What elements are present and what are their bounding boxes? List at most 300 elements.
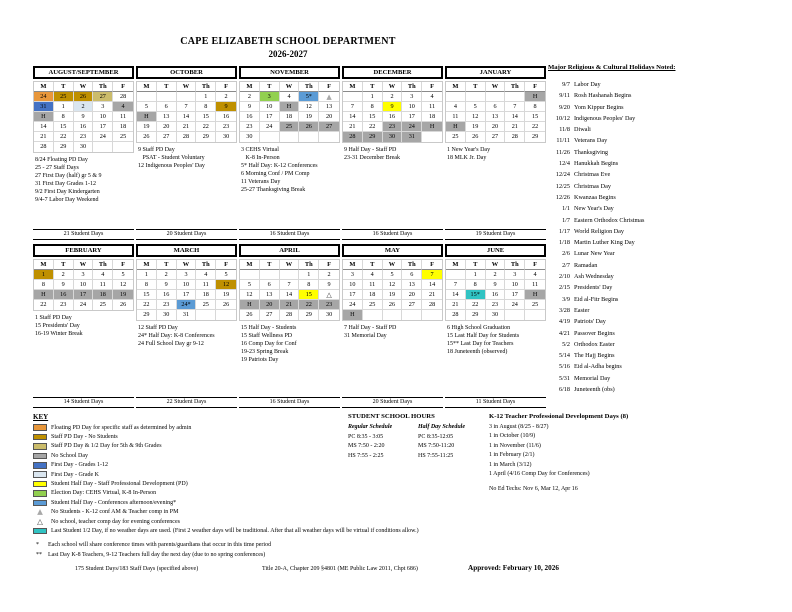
date-cell: 9 [240, 102, 260, 112]
hours-column [418, 423, 488, 461]
week-row [343, 300, 442, 310]
weekday-header: M [446, 260, 466, 270]
date-cell: H [422, 122, 442, 132]
month-december [342, 66, 443, 240]
calendar-row-top [33, 66, 546, 240]
date-cell: H [525, 92, 545, 102]
student-days-count: 16 Student Days [239, 229, 340, 240]
holiday-item [548, 237, 786, 248]
comp-day-triangle-icon: △ [37, 516, 43, 526]
weekday-header: F [422, 82, 442, 92]
month-grid [136, 81, 237, 143]
month-august-september [33, 66, 134, 240]
key-color-swatch [33, 528, 47, 535]
holiday-name: World Religion Day [574, 227, 625, 235]
date-cell [157, 92, 177, 102]
holiday-date: 1/7 [562, 216, 570, 224]
week-row [446, 270, 545, 280]
date-cell: 12 [240, 290, 260, 300]
holiday-date: 4/19 [558, 318, 570, 326]
date-cell: 8 [363, 102, 383, 112]
student-days-count: 19 Student Days [445, 229, 546, 240]
week-row [240, 122, 339, 132]
date-cell: 14 [343, 112, 363, 122]
weekday-header: M [34, 260, 54, 270]
month-notes [445, 321, 546, 397]
student-days-count: 22 Student Days [136, 397, 237, 408]
student-days-count: 16 Student Days [239, 397, 340, 408]
date-cell: 28 [34, 142, 54, 152]
date-cell [280, 132, 300, 142]
month-note: 24 Full School Day gr 9-12 [138, 341, 204, 347]
date-cell: 20 [486, 122, 506, 132]
no-ed-techs-note: No Ed Techs: Nov 6, Mar 12, Apr 16 [489, 486, 578, 493]
hours-row: HS 7:55 - 2:25 [348, 452, 384, 459]
week-row [240, 112, 339, 122]
date-cell: 2 [319, 270, 339, 280]
date-cell: 20 [402, 290, 422, 300]
holiday-date: 1/1 [562, 205, 570, 213]
weekday-header: Th [402, 82, 422, 92]
weekday-header: Th [402, 260, 422, 270]
key-color-swatch [33, 462, 47, 469]
month-header: OCTOBER [136, 66, 237, 79]
month-grid [136, 259, 237, 321]
weekday-header: T [363, 82, 383, 92]
date-cell: 7 [505, 102, 525, 112]
holiday-item [548, 90, 786, 101]
week-row [446, 290, 545, 300]
date-cell: 19 [383, 290, 403, 300]
holiday-date: 9/7 [562, 81, 570, 88]
holiday-name: Eid al-Fitr Begins [574, 295, 619, 303]
date-cell: 15 [363, 112, 383, 122]
weekday-header: F [525, 260, 545, 270]
week-row [137, 132, 236, 142]
holiday-item [548, 373, 786, 384]
holiday-name: Juneteenth (obs) [574, 386, 615, 394]
date-cell: 27 [486, 132, 506, 142]
month-may [342, 244, 443, 408]
date-cell: 19 [299, 112, 319, 122]
holiday-item [548, 113, 786, 124]
date-cell [422, 132, 442, 142]
month-grid [445, 81, 546, 143]
date-cell: 26 [466, 132, 486, 142]
date-cell: 8 [299, 280, 319, 290]
month-note: 11 Veterans Day [241, 179, 281, 185]
holiday-name: Kwanzaa Begins [574, 193, 616, 201]
holiday-name: Hanukkah Begins [574, 160, 619, 168]
pd-day-line: 1 in November (11/6) [489, 442, 541, 449]
date-cell: 1 [466, 270, 486, 280]
holiday-date: 5/31 [558, 374, 570, 382]
holiday-item [548, 102, 786, 113]
date-cell: 22 [196, 122, 216, 132]
pd-day-line: 1 in March (3/12) [489, 461, 532, 468]
holiday-date: 6/18 [558, 386, 570, 394]
date-cell: 6 [157, 102, 177, 112]
month-note: 18 Juneteenth (observed) [447, 349, 508, 355]
weekday-header: F [113, 82, 133, 92]
date-cell: 5 [240, 280, 260, 290]
date-cell: 29 [363, 132, 383, 142]
weekday-header: M [137, 260, 157, 270]
key-item [33, 479, 533, 488]
date-cell: H [525, 290, 545, 300]
date-cell: 24 [343, 300, 363, 310]
date-cell [260, 270, 280, 280]
hours-row: MS 7:50 - 2:20 [348, 443, 385, 449]
month-note: 25-27 Thanksgiving Break [241, 187, 306, 193]
date-cell: 2 [486, 270, 506, 280]
date-cell: 28 [177, 132, 197, 142]
date-cell: 30 [486, 310, 506, 320]
date-cell: 11 [113, 112, 133, 122]
weekday-header: W [74, 82, 94, 92]
date-cell: 18 [196, 290, 216, 300]
holiday-item [548, 282, 786, 293]
weekday-header: W [74, 260, 94, 270]
date-cell [466, 92, 486, 102]
date-cell: 9 [74, 112, 94, 122]
date-cell: 27 [93, 92, 113, 102]
conference-am-comp-triangle-icon: ▲ [37, 507, 43, 517]
week-row [446, 122, 545, 132]
holiday-name: Martin Luther King Day [574, 239, 635, 247]
key-label: Student Half Day - Staff Professional Development (PD) [51, 481, 188, 488]
holiday-name: The Hajj Begins [574, 352, 615, 360]
key-item [33, 517, 533, 526]
date-cell: 6 [260, 280, 280, 290]
weekday-header: Th [299, 260, 319, 270]
date-cell: 3 [260, 92, 280, 102]
key-item [33, 461, 533, 470]
date-cell: 24* [177, 300, 197, 310]
key-title: KEY [33, 413, 49, 421]
date-cell: 7 [177, 102, 197, 112]
holiday-date: 10/12 [555, 114, 570, 122]
month-note: 6 Morning Conf / PM Comp [241, 171, 310, 177]
date-cell [240, 270, 260, 280]
date-cell: 10 [260, 102, 280, 112]
date-cell: 14 [422, 280, 442, 290]
holiday-item [548, 135, 786, 146]
date-cell [319, 290, 339, 300]
holiday-name: Veterans Day [574, 137, 608, 145]
date-cell: 4 [113, 102, 133, 112]
week-row [34, 290, 133, 300]
weekday-header: W [280, 82, 300, 92]
month-note: 19-23 Spring Break [241, 349, 289, 355]
date-cell: 28 [422, 300, 442, 310]
date-cell: 10 [505, 280, 525, 290]
month-notes [33, 153, 134, 229]
holiday-date: 4/21 [558, 329, 570, 337]
holiday-date: 5/14 [558, 352, 570, 360]
date-cell: 25 [54, 92, 74, 102]
holiday-item [548, 294, 786, 305]
holiday-name: Labor Day [574, 81, 601, 88]
weekday-header: W [177, 260, 197, 270]
date-cell: 25 [525, 300, 545, 310]
key-label: Election Day: CEHS Virtual, K-8 In-Person [51, 490, 157, 497]
date-cell: 20 [319, 112, 339, 122]
date-cell: 23 [486, 300, 506, 310]
date-cell: 10 [343, 280, 363, 290]
week-row [240, 300, 339, 310]
date-cell: H [34, 112, 54, 122]
date-cell: 19 [113, 290, 133, 300]
date-cell [137, 92, 157, 102]
date-cell: 7 [343, 102, 363, 112]
month-notes [136, 321, 237, 397]
date-cell: 29 [466, 310, 486, 320]
date-cell: 23 [383, 122, 403, 132]
month-grid [342, 81, 443, 143]
date-cell: 29 [54, 142, 74, 152]
date-cell: 27 [157, 132, 177, 142]
date-cell: 24 [505, 300, 525, 310]
weekday-header: T [363, 260, 383, 270]
hours-row: HS 7:55-11:25 [418, 452, 454, 459]
date-cell: 28 [505, 132, 525, 142]
key-color-swatch [33, 490, 47, 497]
date-cell: 17 [177, 290, 197, 300]
month-note: 9 Staff PD Day [138, 147, 175, 153]
date-cell: 13 [157, 112, 177, 122]
month-january [445, 66, 546, 240]
date-cell [280, 270, 300, 280]
holiday-name: Indigenous Peoples' Day [574, 114, 636, 122]
date-cell: 21 [446, 300, 466, 310]
date-cell: 21 [177, 122, 197, 132]
holiday-item [548, 305, 786, 316]
date-cell: 5 [137, 102, 157, 112]
date-cell: 15 [196, 112, 216, 122]
date-cell: 30 [74, 142, 94, 152]
date-cell: 22 [525, 122, 545, 132]
weekday-header: M [240, 82, 260, 92]
holiday-date: 12/4 [558, 160, 570, 168]
week-row [446, 280, 545, 290]
date-cell: 11 [363, 280, 383, 290]
holiday-date: 2/10 [558, 273, 570, 281]
date-cell: 25 [446, 132, 466, 142]
date-cell: 7 [422, 270, 442, 280]
month-note: 18 MLK Jr. Day [447, 155, 487, 161]
date-cell: 21 [422, 290, 442, 300]
month-header: JANUARY [445, 66, 546, 79]
date-cell: 8 [137, 280, 157, 290]
date-cell: 4 [363, 270, 383, 280]
month-note: PSAT - Student Voluntary [138, 155, 205, 161]
month-note: 15 Half Day - Students [241, 325, 297, 331]
date-cell: 7 [280, 280, 300, 290]
week-row [34, 280, 133, 290]
date-cell: 8 [466, 280, 486, 290]
date-cell: 11 [446, 112, 466, 122]
date-cell [343, 92, 363, 102]
weekday-header: W [280, 260, 300, 270]
holiday-name: Memorial Day [574, 374, 611, 382]
date-cell: 11 [422, 102, 442, 112]
date-cell: 12 [466, 112, 486, 122]
holiday-date: 1/17 [558, 227, 570, 235]
week-row [137, 102, 236, 112]
date-cell: 28 [280, 310, 300, 320]
date-cell: 22 [466, 300, 486, 310]
weekday-header-row [137, 260, 236, 270]
weekday-header: F [319, 82, 339, 92]
date-cell: 30 [240, 132, 260, 142]
hours-row: MS 7:50-11:20 [418, 443, 455, 449]
week-row [343, 122, 442, 132]
month-note: 31 Memorial Day [344, 333, 387, 339]
key-label: Last Student 1/2 Day, if no weather days are used. (First 2 weather days will be traditional. After that all weather days will be virtual if conditions allow.) [51, 527, 419, 534]
date-cell: 2 [54, 270, 74, 280]
month-note: K-8 In-Person [241, 155, 280, 161]
date-cell: 26 [216, 300, 236, 310]
date-cell: H [34, 290, 54, 300]
student-days-count: 20 Student Days [136, 229, 237, 240]
hours-column-header: Half Day Schedule [418, 424, 465, 430]
week-row [446, 92, 545, 102]
holiday-date: 9/20 [558, 103, 570, 111]
key-label: Student Half Day - Conferences afternoon/evening* [51, 499, 177, 506]
holidays-list [548, 79, 786, 395]
date-cell: 19 [137, 122, 157, 132]
weekday-header: W [486, 82, 506, 92]
key-color-swatch [33, 500, 47, 507]
month-header: NOVEMBER [239, 66, 340, 79]
month-notes [239, 321, 340, 397]
comp-day-triangle-icon: △ [326, 291, 332, 299]
week-row [343, 132, 442, 142]
week-row [240, 310, 339, 320]
month-note: 27 First Day (half) gr 5 & 9 [35, 173, 102, 179]
date-cell: 3 [505, 270, 525, 280]
date-cell: 10 [74, 280, 94, 290]
date-cell: 17 [74, 290, 94, 300]
date-cell: H [343, 310, 363, 320]
date-cell: 31 [34, 102, 54, 112]
holiday-item [548, 203, 786, 214]
week-row [137, 290, 236, 300]
month-note: 3 CEHS Virtual [241, 147, 279, 153]
month-notes [342, 143, 443, 229]
week-row [446, 102, 545, 112]
date-cell: 22 [299, 300, 319, 310]
holiday-date: 5/16 [558, 363, 570, 371]
weekday-header: Th [93, 260, 113, 270]
holiday-item [548, 248, 786, 259]
date-cell: 20 [157, 122, 177, 132]
date-cell: 1 [196, 92, 216, 102]
weekday-header: M [240, 260, 260, 270]
month-note: 9 Half Day - Staff PD [344, 147, 397, 153]
week-row [34, 132, 133, 142]
weekday-header: Th [196, 260, 216, 270]
month-notes [33, 311, 134, 397]
week-row [137, 310, 236, 320]
holiday-item [548, 328, 786, 339]
date-cell: 9 [486, 280, 506, 290]
date-cell: 9 [157, 280, 177, 290]
date-cell: 10 [93, 112, 113, 122]
date-cell: 7 [446, 280, 466, 290]
weekday-header: Th [505, 260, 525, 270]
date-cell: 23 [240, 122, 260, 132]
date-cell [383, 310, 403, 320]
holiday-item [548, 169, 786, 180]
week-row [137, 112, 236, 122]
week-row [34, 112, 133, 122]
weekday-header: F [319, 260, 339, 270]
date-cell: 25 [363, 300, 383, 310]
date-cell: 19 [466, 122, 486, 132]
key-color-swatch [33, 434, 47, 441]
holiday-date: 12/26 [555, 193, 570, 201]
month-note: 31 First Day Grades 1-12 [35, 181, 96, 187]
student-days-count: 11 Student Days [445, 397, 546, 408]
date-cell: 26 [137, 132, 157, 142]
weekday-header-row [446, 260, 545, 270]
month-note: 9/4-7 Labor Day Weekend [35, 197, 99, 203]
month-grid [33, 259, 134, 311]
holiday-name: Easter [574, 306, 590, 314]
key-color-swatch [33, 453, 47, 460]
weekday-header-row [240, 82, 339, 92]
holidays-title: Major Religious & Cultural Holidays Noted: [548, 64, 676, 71]
week-row [240, 280, 339, 290]
date-cell: 4 [93, 270, 113, 280]
holidays-panel [548, 64, 786, 395]
holiday-date: 11/26 [556, 148, 570, 156]
holiday-name: Ramadan [574, 261, 598, 269]
weekday-header: T [466, 82, 486, 92]
holiday-date: 3/9 [562, 295, 570, 303]
holiday-name: New Year's Day [574, 205, 614, 213]
date-cell: 3 [74, 270, 94, 280]
date-cell: 3 [343, 270, 363, 280]
pd-day-line: 1 in October (10/9) [489, 433, 536, 440]
month-header: MARCH [136, 244, 237, 257]
date-cell: 2 [216, 92, 236, 102]
weekday-header: M [343, 82, 363, 92]
month-header: JUNE [445, 244, 546, 257]
date-cell: 15 [54, 122, 74, 132]
weekday-header: T [157, 260, 177, 270]
holiday-item [548, 350, 786, 361]
date-cell [113, 142, 133, 152]
date-cell: H [240, 300, 260, 310]
key-color-swatch [33, 471, 47, 478]
date-cell: 23 [54, 300, 74, 310]
weekday-header: Th [196, 82, 216, 92]
date-cell [260, 132, 280, 142]
date-cell: 13 [319, 102, 339, 112]
date-cell: 29 [299, 310, 319, 320]
date-cell: 8 [54, 112, 74, 122]
week-row [343, 92, 442, 102]
date-cell: 23 [216, 122, 236, 132]
date-cell: 17 [343, 290, 363, 300]
weekday-header-row [137, 82, 236, 92]
week-row [343, 290, 442, 300]
footnotes [36, 541, 271, 560]
student-days-count: 16 Student Days [342, 229, 443, 240]
